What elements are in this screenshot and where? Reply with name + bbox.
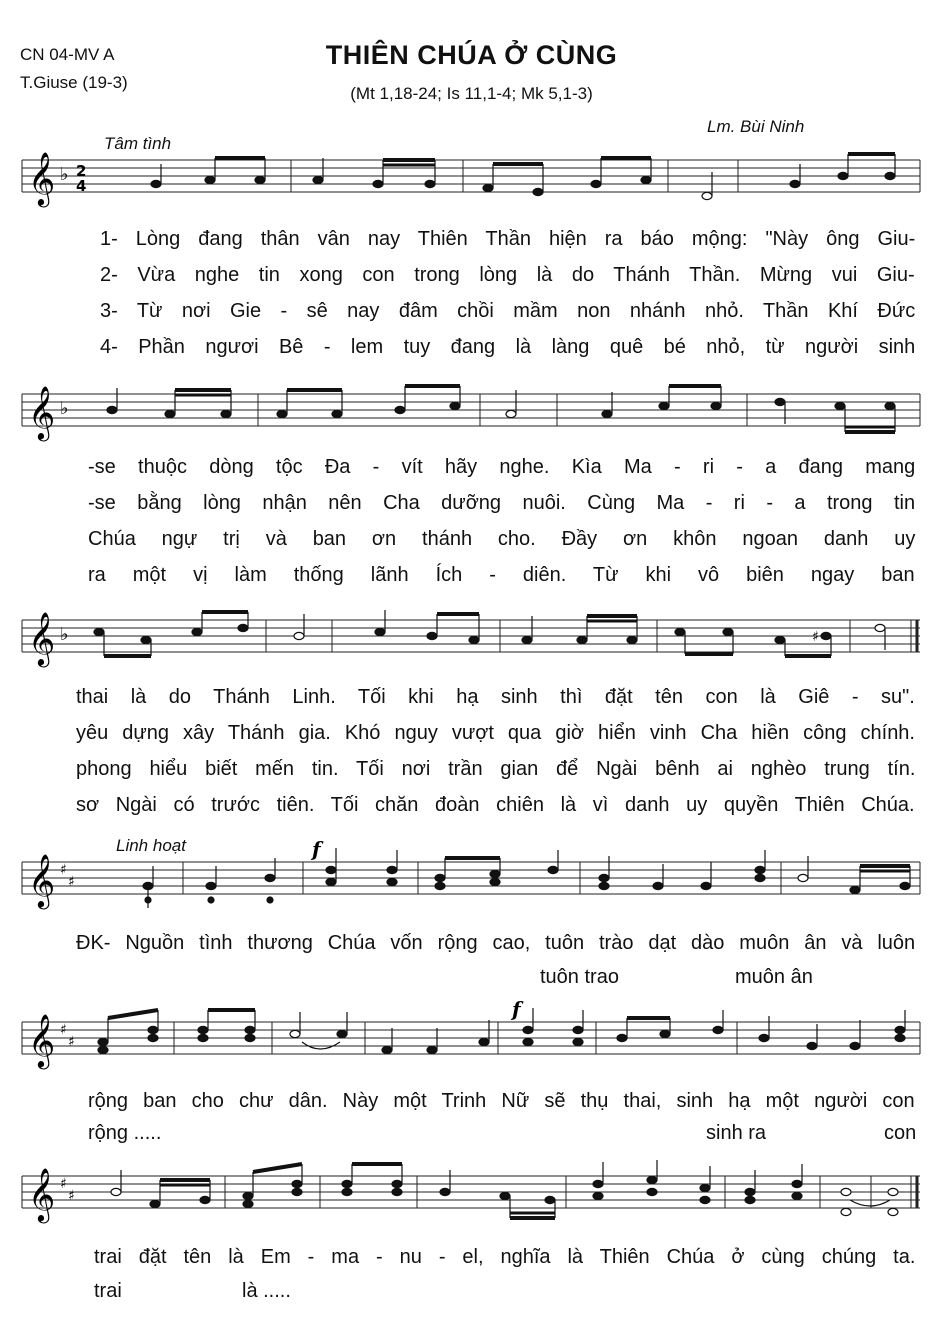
refrain-line-2-alt-a: rộng .....: [88, 1122, 162, 1144]
song-title: THIÊN CHÚA Ở CÙNG: [325, 40, 618, 70]
refrain-line-3-alt-b: là .....: [242, 1280, 291, 1302]
staff-system-3: [0, 610, 943, 680]
staff-system-1: [0, 150, 943, 220]
verse-2-line-3: yêu dựng xây Thánh gia. Khó nguy vượt qua giờ hiển vinh Cha hiền công chính.: [76, 722, 915, 744]
refrain-line-3-alt-a: trai: [94, 1280, 122, 1302]
staff-refrain-2: [0, 997, 943, 1084]
svg-text:4: 4: [76, 177, 87, 195]
refrain-line-1-alt-a: tuôn trao: [540, 966, 619, 988]
verse-4-line-3: sơ Ngài có trước tiên. Tối chăn đoàn chiên là vì danh uy quyền Thiên Chúa.: [76, 794, 915, 816]
svg-text:♯: ♯: [68, 874, 75, 890]
verse-4-line-1: 4- Phần ngươi Bê - lem tuy đang là làng quê bé nhỏ, từ người sinh: [100, 336, 916, 358]
verse-3-line-2: Chúa ngự trị và ban ơn thánh cho. Đầy ơn khôn ngoan danh uy: [88, 528, 916, 550]
staff-refrain-3: [0, 1166, 943, 1238]
refrain-line-2: rộng ban cho chư dân. Này một Trinh Nữ sẽ thụ thai, sinh hạ một người con: [88, 1090, 915, 1112]
verse-2-line-2: -se bằng lòng nhận nên Cha dưỡng nuôi. Cùng Ma - ri - a trong tin: [88, 492, 916, 514]
staff-system-2: [0, 384, 943, 454]
svg-text:♯: ♯: [60, 862, 67, 878]
treble-clef-icon: 𝄞: [28, 1013, 56, 1067]
svg-text:♭: ♭: [60, 398, 69, 419]
feast-label: T.Giuse (19-3): [20, 73, 128, 92]
refrain-line-2-alt-b: sinh ra: [706, 1122, 767, 1144]
composer-name: Lm. Bùi Ninh: [707, 117, 805, 136]
scripture-references: (Mt 1,18-24; Is 11,1-4; Mk 5,1-3): [350, 84, 593, 103]
refrain-line-2-alt-c: con: [884, 1122, 917, 1144]
verse-3-line-3: phong hiểu biết mến tin. Tối nơi trần gian để Ngài bênh ai nghèo trung tín.: [76, 758, 916, 780]
treble-clef-icon: 𝄞: [28, 151, 56, 205]
song-code: CN 04-MV A: [20, 45, 115, 64]
svg-text:♯: ♯: [60, 1176, 67, 1192]
verse-3-line-1: 3- Từ nơi Gie - sê nay đâm chồi mầm non nhánh nhỏ. Thần Khí Đức: [100, 300, 916, 322]
svg-text:♯: ♯: [812, 629, 819, 645]
refrain-line-1-alt-b: muôn ân: [735, 966, 813, 988]
svg-text:♭: ♭: [60, 164, 69, 185]
dynamic-forte: f: [312, 837, 321, 861]
dynamic-forte-2: f: [512, 997, 521, 1021]
verse-4-line-2: ra một vị làm thống lãnh Ích - diên. Từ khi vô biên ngay ban: [88, 564, 915, 586]
svg-text:♭: ♭: [60, 624, 69, 645]
treble-clef-icon: 𝄞: [28, 1167, 56, 1221]
verse-2-line-1: 2- Vừa nghe tin xong con trong lòng là do Thánh Thần. Mừng vui Giu-: [100, 264, 915, 286]
tempo-marking-refrain: Linh hoạt: [116, 836, 186, 855]
verse-1-line-2: -se thuộc dòng tộc Đa - vít hãy nghe. Kìa Ma - ri - a đang mang: [88, 456, 916, 478]
svg-text:♯: ♯: [68, 1188, 75, 1204]
treble-clef-icon: 𝄞: [28, 853, 56, 907]
treble-clef-icon: 𝄞: [28, 385, 56, 439]
verse-1-line-1: 1- Lòng đang thân vân nay Thiên Thần hiện ra báo mộng: "Này ông Giu-: [100, 228, 916, 250]
svg-text:♯: ♯: [60, 1022, 67, 1038]
verse-1-line-3: thai là do Thánh Linh. Tối khi hạ sinh thì đặt tên con là Giê - su".: [76, 686, 915, 708]
refrain-line-1: ĐK- Nguồn tình thương Chúa vốn rộng cao, tuôn trào dạt dào muôn ân và luôn: [76, 932, 916, 954]
treble-clef-icon: 𝄞: [28, 611, 56, 665]
tempo-marking-verse: Tâm tình: [104, 134, 172, 153]
svg-text:♯: ♯: [68, 1034, 75, 1050]
refrain-line-3: trai đặt tên là Em - ma - nu - el, nghĩa là Thiên Chúa ở cùng chúng ta.: [94, 1246, 916, 1268]
svg-text:2: 2: [76, 162, 87, 180]
